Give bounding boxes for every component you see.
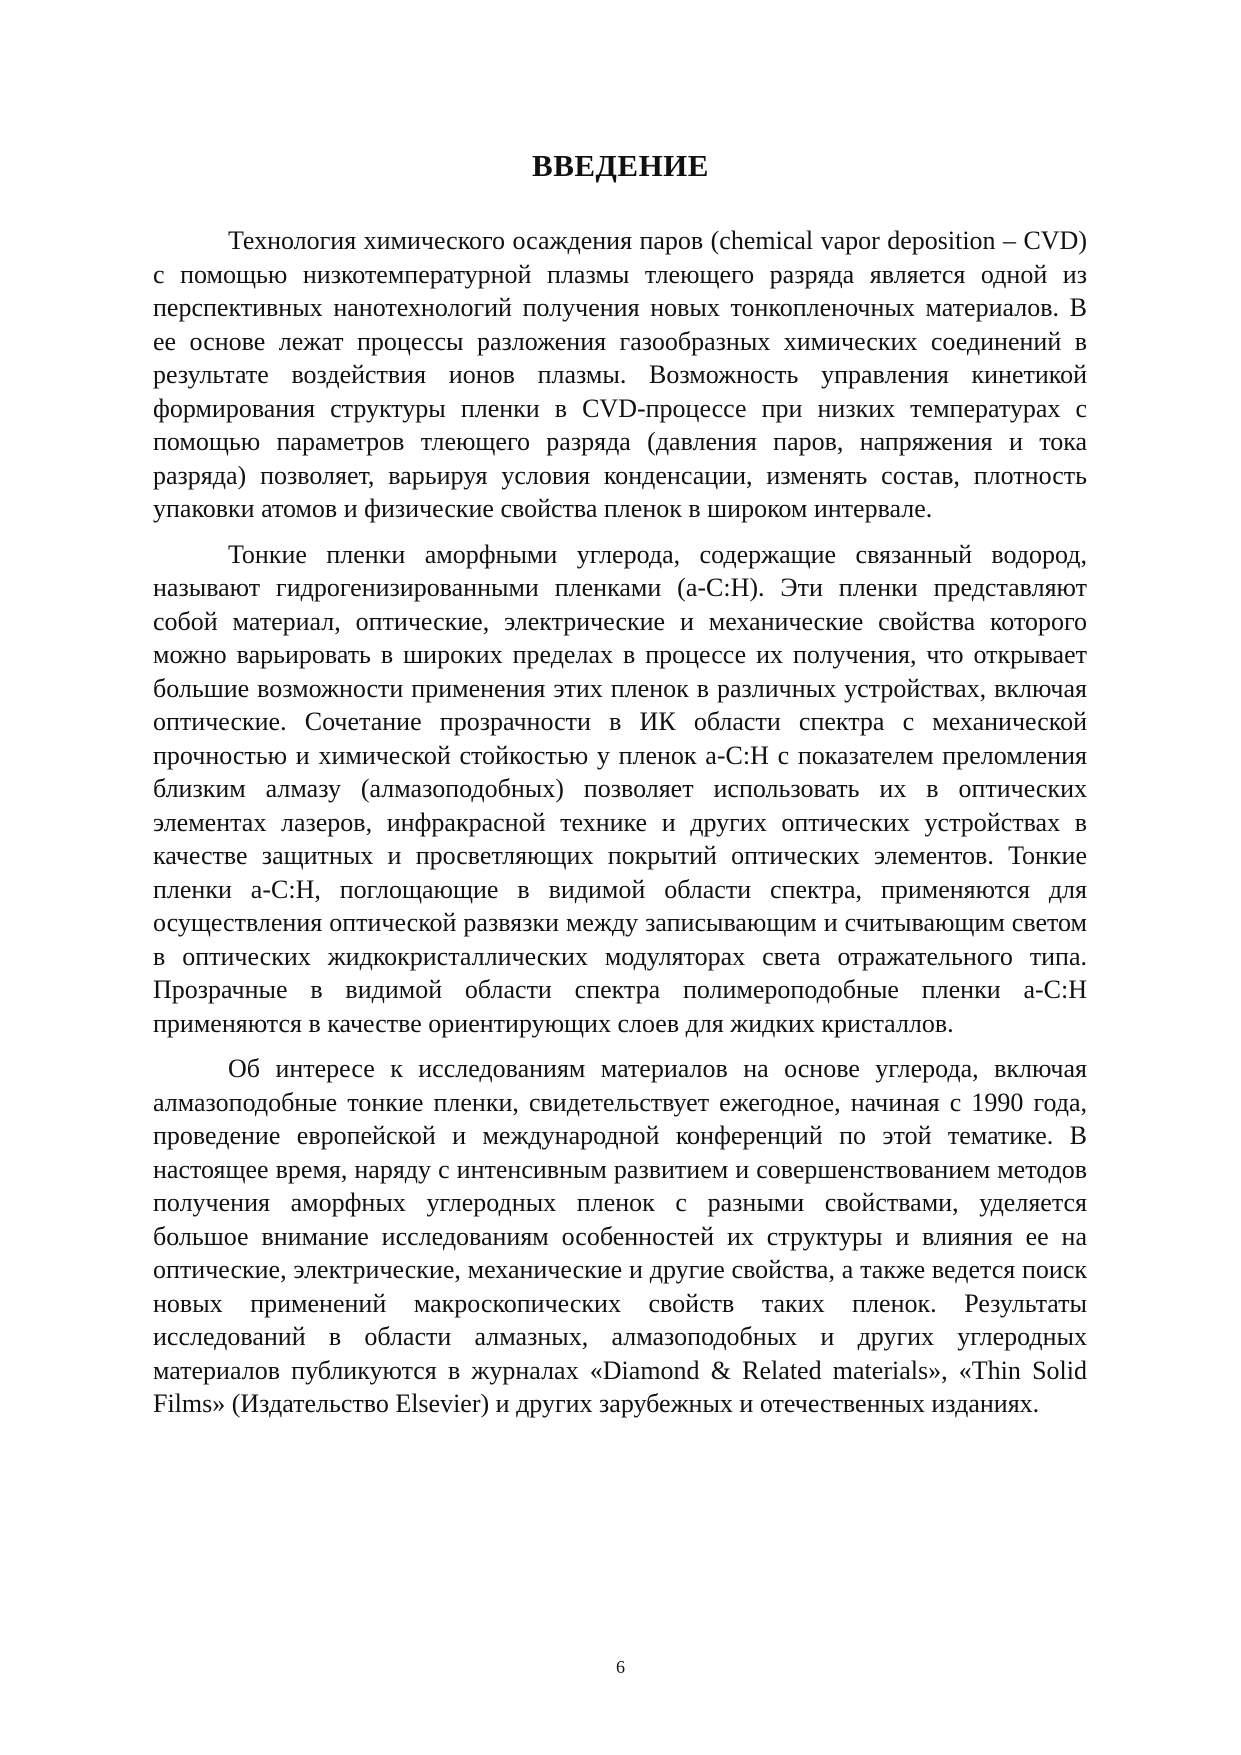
paragraph-3: Об интересе к исследованиям материалов на основе углерода, включая алмазоподобные тонкие пленки, свидетельствует ежегодное, начиная с 1990 года, проведение европейской и международной конференций по этой тематике. В настоящее время, наряду с интенсивным развитием и совершенствованием методов получения аморфных углеродных пленок с разными свойствами, уделяется большое внимание исследованиям особенностей их структуры и влияния ее на оптические, электрические, механические и другие свойства, а также ведется поиск новых применений макроскопических свойств таких пленок. Результаты исследований в области алмазных, алмазоподобных и других углеродных материалов публикуются в журналах «Diamond & Related materials», «Thin Solid Films» (Издательство Elsevier) и других зарубежных и отечественных изданиях.	[153, 1054, 1087, 1418]
body-text	[153, 224, 1087, 1433]
page-number: 6	[616, 1657, 625, 1677]
page-title: ВВЕДЕНИЕ	[532, 148, 709, 183]
paragraph-1: Технология химического осаждения паров (chemical vapor deposition – CVD) с помощью низкотемпературной плазмы тлеющего разряда является одной из перспективных нанотехнологий получения новых тонкопленочных материалов. В ее основе лежат процессы разложения газообразных химических соединений в результате воздействия ионов плазмы. Возможность управления кинетикой формирования структуры пленки в CVD-процессе при низких температурах с помощью параметров тлеющего разряда (давления паров, напряжения и тока разряда) позволяет, варьируя условия конденсации, изменять состав, плотность упаковки атомов и физические свойства пленок в широком интервале.	[153, 226, 1087, 523]
paragraph-2: Тонкие пленки аморфными углерода, содержащие связанный водород, называют гидрогенизированными пленками (a-C:H). Эти пленки представляют собой материал, оптические, электрические и механические свойства которого можно варьировать в широких пределах в процессе их получения, что открывает большие возможности применения этих пленок в различных устройствах, включая оптические. Сочетание прозрачности в ИК области спектра с механической прочностью и химической стойкостью у пленок a-C:H с показателем преломления близким алмазу (алмазоподобных) позволяет использовать их в оптических элементах лазеров, инфракрасной технике и других оптических устройствах в качестве защитных и просветляющих покрытий оптических элементов. Тонкие пленки a-C:H, поглощающие в видимой области спектра, применяются для осуществления оптической развязки между записывающим и считывающим светом в оптических жидкокристаллических модуляторах света отражательного типа. Прозрачные в видимой области спектра полимероподобные пленки a-C:H применяются в качестве ориентирующих слоев для жидких кристаллов.	[153, 539, 1087, 1038]
